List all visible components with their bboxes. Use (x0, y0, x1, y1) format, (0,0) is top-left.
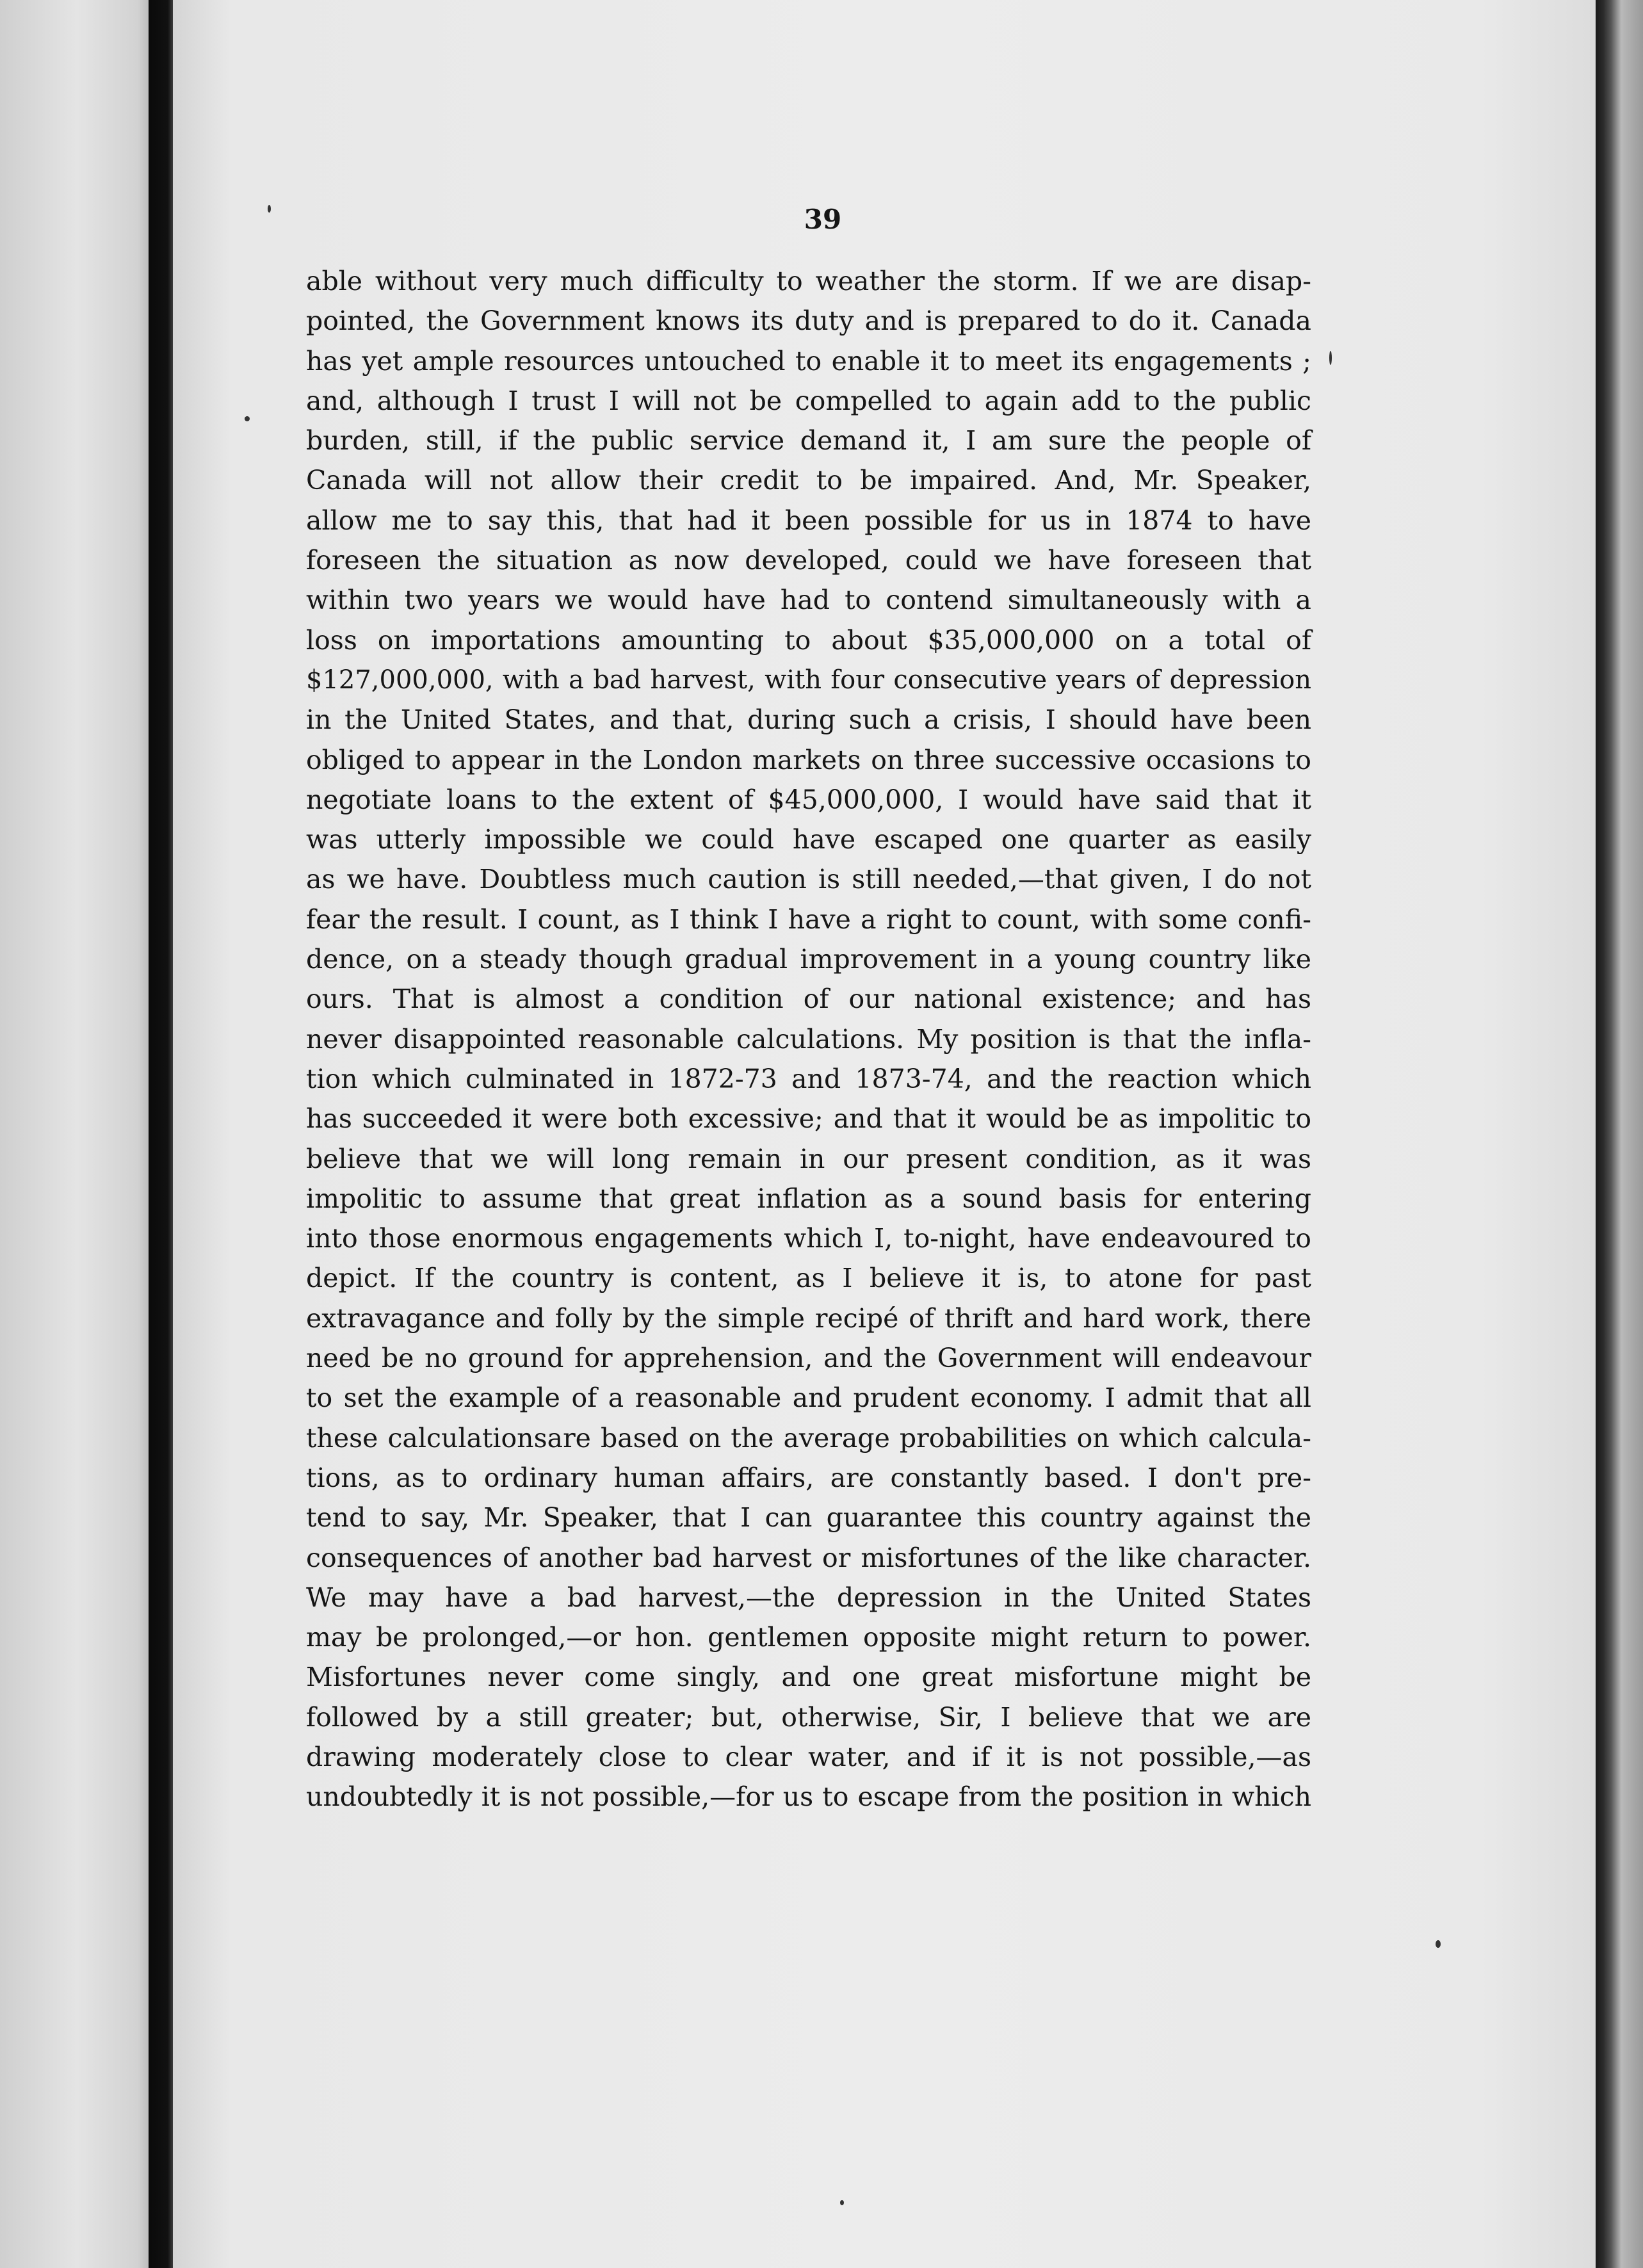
scan-speck (245, 416, 250, 421)
text-line: extravagance and folly by the simple recipé of thrift and hard work, there (306, 1302, 1311, 1334)
text-line: We may have a bad harvest,—the depression in the United States (306, 1582, 1311, 1613)
text-line: loss on importations amounting to about $35,000,000 on a total of (306, 624, 1311, 656)
text-line: allow me to say this, that had it been possible for us in 1874 to have (306, 505, 1311, 536)
text-line: tend to say, Mr. Speaker, that I can guarantee this country against the (306, 1502, 1311, 1534)
text-line: has yet ample resources untouched to enable it to meet its engagements ; (306, 345, 1311, 377)
text-line: ours. That is almost a condition of our national existence; and has (306, 984, 1311, 1015)
binding-gutter (149, 0, 173, 2268)
scan-speck (1329, 351, 1332, 365)
text-line: may be prolonged,—or hon. gentlemen opposite might return to power. (306, 1622, 1311, 1653)
text-line: into those enormous engagements which I, to-night, have endeavoured to (306, 1223, 1311, 1254)
text-line: able without very much difficulty to weather the storm. If we are disap- (306, 266, 1311, 296)
text-line: these calculationsare based on the average probabilities on which calcula- (306, 1422, 1311, 1454)
text-line: was utterly impossible we could have escaped one quarter as easily (306, 824, 1311, 855)
text-line: in the United States, and that, during such a crisis, I should have been (306, 704, 1311, 736)
text-line: has succeeded it were both excessive; and that it would be as impolitic to (306, 1103, 1311, 1135)
text-line: within two years we would have had to contend simultaneously with a (306, 585, 1311, 616)
text-line: negotiate loans to the extent of $45,000,000, I would have said that it (306, 784, 1311, 815)
text-line: drawing moderately close to clear water, and if it is not possible,—as (306, 1741, 1311, 1772)
text-line: tion which culminated in 1872-73 and 1873-74, and the reaction which (306, 1063, 1311, 1094)
text-line: believe that we will long remain in our present condition, as it was (306, 1143, 1311, 1174)
text-line: foreseen the situation as now developed, could we have foreseen that (306, 545, 1311, 576)
text-line: obliged to appear in the London markets on three successive occasions to (306, 744, 1311, 775)
text-line: burden, still, if the public service demand it, I am sure the people of (306, 425, 1311, 457)
text-line: tions, as to ordinary human affairs, are constantly based. I don't pre- (306, 1462, 1311, 1493)
scan-margin-left (0, 0, 149, 2268)
scan-speck (268, 205, 271, 213)
page-edge-right (1596, 0, 1643, 2268)
text-line: consequences of another bad harvest or misfortunes of the like character. (306, 1542, 1311, 1573)
text-line: followed by a still greater; but, otherwise, Sir, I believe that we are (306, 1701, 1311, 1733)
text-line: undoubtedly it is not possible,—for us to escape from the position in which (306, 1781, 1311, 1813)
text-line: as we have. Doubtless much caution is still needed,—that given, I do not (306, 864, 1311, 895)
text-line: depict. If the country is content, as I believe it is, to atone for past (306, 1263, 1311, 1294)
scan-speck (1436, 1940, 1441, 1948)
text-line: impolitic to assume that great inflation as a sound basis for entering (306, 1183, 1311, 1214)
text-line: $127,000,000, with a bad harvest, with four consecutive years of depression (306, 665, 1311, 695)
text-line: pointed, the Government knows its duty and is prepared to do it. Canada (306, 305, 1311, 337)
page-number: 39 (804, 204, 842, 235)
text-line: Misfortunes never come singly, and one great misfortune might be (306, 1662, 1311, 1693)
text-line: dence, on a steady though gradual improvement in a young country like (306, 944, 1311, 975)
text-line: need be no ground for apprehension, and the Government will endeavour (306, 1343, 1311, 1374)
text-line: to set the example of a reasonable and prudent economy. I admit that all (306, 1382, 1311, 1414)
text-line: fear the result. I count, as I think I have a right to count, with some confi- (306, 903, 1311, 935)
scan-speck (840, 2200, 844, 2205)
body-text (306, 261, 1311, 1817)
text-line: and, although I trust I will not be compelled to again add to the public (306, 385, 1311, 416)
text-line: never disappointed reasonable calculations. My position is that the infla- (306, 1023, 1311, 1055)
text-line: Canada will not allow their credit to be impaired. And, Mr. Speaker, (306, 465, 1311, 496)
